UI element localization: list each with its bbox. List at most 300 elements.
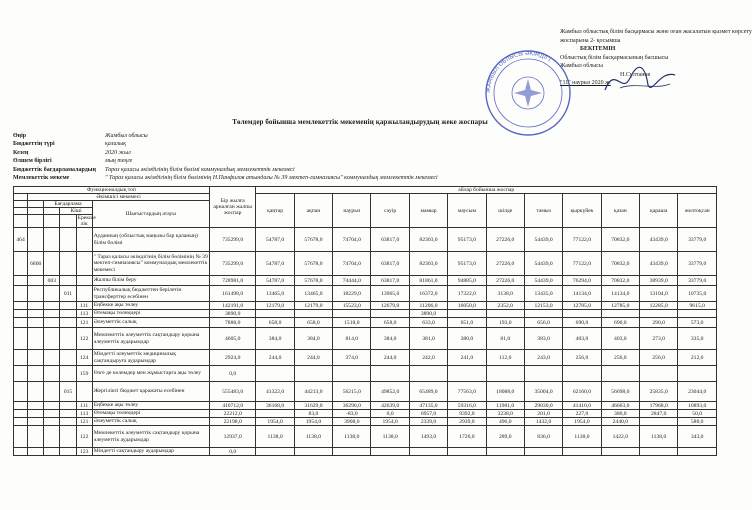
month-value-cell: 63817,0 (371, 228, 409, 252)
month-value-cell (563, 310, 601, 318)
expense-name-cell: Мемлекеттік әлеуметтік сақтандыру қорына әлеуметтік аударымдар (92, 328, 209, 350)
code-cell (44, 310, 60, 318)
param-value: қалалық (105, 141, 126, 148)
param-value: Тараз қаласы әкімдігінің білім бөлімі коммуналдық мемлекеттік мекемесі (105, 166, 295, 173)
header-month: қаңтар (256, 194, 294, 228)
header-month: маусым (448, 194, 486, 228)
month-value-cell: 1138,0 (256, 426, 294, 448)
code-cell (14, 286, 28, 302)
month-value-cell: 56698,0 (601, 382, 639, 402)
year-total-cell: 142191,0 (209, 302, 255, 310)
expense-name-cell: Ауданның (облыстық маңызы бар қаланың) білім бөлімі (92, 228, 209, 252)
expense-name-cell: Әлеуметтік салық (92, 318, 209, 328)
financing-plan-table (13, 186, 717, 456)
month-value-cell: 54787,0 (256, 276, 294, 286)
month-value-cell: 12285,0 (640, 302, 678, 310)
month-value-cell: 50,0 (678, 410, 717, 418)
month-value-cell: 212,0 (678, 350, 717, 366)
month-value-cell (524, 366, 562, 382)
header-month: желтоқсан (678, 194, 717, 228)
month-value-cell: 1138,0 (640, 426, 678, 448)
month-value-cell: 35004,0 (524, 382, 562, 402)
month-value-cell: 59316,0 (448, 402, 486, 410)
month-value-cell: 63817,0 (371, 276, 409, 286)
header-month: тамыз (524, 194, 562, 228)
code-cell (28, 426, 44, 448)
month-value-cell: 384,0 (256, 328, 294, 350)
month-value-cell: 13465,0 (256, 286, 294, 302)
month-value-cell: 43439,0 (640, 252, 678, 276)
month-value-cell: 54787,0 (256, 228, 294, 252)
month-value-cell: 6957,0 (409, 410, 447, 418)
month-value-cell: 70832,0 (601, 252, 639, 276)
month-value-cell: 201,0 (524, 410, 562, 418)
month-value-cell (524, 310, 562, 318)
code-cell (60, 402, 76, 410)
param-label: Бюджеттік бағдарламалардың (13, 166, 96, 173)
month-value-cell: 2440,0 (601, 418, 639, 426)
year-total-cell: 410712,0 (209, 402, 255, 410)
table-row (14, 410, 717, 418)
month-value-cell: 1422,0 (601, 426, 639, 448)
approval-heading: БЕКІТЕМІН (580, 46, 616, 52)
month-value-cell: 57678,0 (294, 228, 332, 252)
code-cell (14, 448, 28, 456)
month-value-cell: 12785,0 (563, 302, 601, 310)
month-value-cell: 42639,0 (371, 402, 409, 410)
month-value-cell (601, 310, 639, 318)
month-value-cell: 13465,0 (294, 286, 332, 302)
header-name: Шығыстардың атауы (92, 201, 209, 228)
month-value-cell: 2847,0 (640, 410, 678, 418)
year-total-cell: 12937,0 (209, 426, 255, 448)
code-cell: 122 (76, 426, 92, 448)
month-value-cell: 227,0 (563, 410, 601, 418)
month-value-cell (601, 366, 639, 382)
month-value-cell (333, 366, 371, 382)
approval-line-5: Жамбыл облысы (560, 63, 603, 69)
code-cell: 113 (76, 310, 92, 318)
code-cell: 113 (76, 410, 92, 418)
month-value-cell: 3138,0 (486, 286, 524, 302)
month-value-cell: 573,0 (678, 318, 717, 328)
month-value-cell: 1726,0 (448, 426, 486, 448)
month-value-cell: 41410,0 (563, 402, 601, 410)
month-value-cell: 384,0 (294, 328, 332, 350)
param-row (13, 166, 438, 174)
month-value-cell: 3890,0 (409, 310, 447, 318)
code-cell (14, 328, 28, 350)
month-value-cell: 9392,0 (448, 410, 486, 418)
code-cell (28, 310, 44, 318)
month-value-cell (640, 448, 678, 456)
header-specifics: Ерекше лік (77, 215, 96, 227)
header-month: шілде (486, 194, 524, 228)
month-value-cell: 54787,0 (256, 252, 294, 276)
month-value-cell (601, 448, 639, 456)
param-value: Жамбыл облысы (105, 133, 148, 139)
code-cell (60, 366, 76, 382)
code-cell (28, 382, 44, 402)
month-value-cell: 57678,0 (294, 252, 332, 276)
code-cell (14, 366, 28, 382)
code-cell (28, 366, 44, 382)
param-row (13, 132, 438, 140)
month-value-cell (640, 366, 678, 382)
month-value-cell: 380,0 (448, 328, 486, 350)
month-value-cell: 13965,0 (371, 286, 409, 302)
signature-icon (600, 60, 680, 100)
month-value-cell: 49852,0 (371, 382, 409, 402)
code-cell (60, 228, 76, 252)
code-cell (44, 410, 60, 418)
approval-date: "11" наурыз 2020 ж. (560, 80, 611, 86)
month-value-cell: 12679,0 (371, 302, 409, 310)
month-value-cell: 289,0 (486, 426, 524, 448)
month-value-cell: -83,0 (333, 410, 371, 418)
table-row (14, 426, 717, 448)
month-value-cell: 23044,0 (678, 382, 717, 402)
document-parameters (13, 132, 438, 182)
code-cell (14, 402, 28, 410)
month-value-cell: 2352,0 (486, 302, 524, 310)
param-value: " Тараз қаласы әкімдігінің білім бөлімінің Н.Панфилов атындағы № 39 мектеп-гимназиясы" коммуналдық мемлекеттік мекемесі (105, 175, 438, 182)
header-month: қараша (640, 194, 678, 228)
month-value-cell: 16372,0 (409, 286, 447, 302)
code-cell (44, 318, 60, 328)
month-value-cell: 17322,0 (448, 286, 486, 302)
month-value-cell: 2339,0 (409, 418, 447, 426)
stamp-text: ЖАМБЫЛ ОБЛЫСЫ ӘКІМДІГІ (485, 50, 552, 94)
month-value-cell: 836,0 (524, 426, 562, 448)
code-cell (60, 426, 76, 448)
code-cell (44, 328, 60, 350)
month-value-cell: 41322,0 (256, 382, 294, 402)
month-value-cell: 47135,0 (409, 402, 447, 410)
expense-name-cell: Еңбекке ақы төлеу (92, 302, 209, 310)
code-cell (28, 318, 44, 328)
month-value-cell (563, 448, 601, 456)
year-total-cell: 3890,0 (209, 310, 255, 318)
month-value-cell: 95173,0 (448, 252, 486, 276)
month-value-cell: 1954,0 (371, 418, 409, 426)
year-total-cell: 22198,0 (209, 418, 255, 426)
month-value-cell: 374,0 (333, 350, 371, 366)
month-value-cell: 74444,0 (333, 276, 371, 286)
month-value-cell: 76294,0 (563, 276, 601, 286)
code-cell (14, 252, 28, 276)
month-value-cell (486, 310, 524, 318)
year-total-cell: 735299,0 (209, 252, 255, 276)
month-value-cell (294, 366, 332, 382)
expense-name-cell: Республикалық бюджеттен берілетін трансферттер есебінен (92, 286, 209, 302)
table-row (14, 318, 717, 328)
month-value-cell: 1138,0 (333, 426, 371, 448)
month-value-cell: 33779,0 (678, 252, 717, 276)
param-label: Кезең (13, 149, 29, 156)
year-total-cell: 2924,0 (209, 350, 255, 366)
month-value-cell (448, 310, 486, 318)
table-row (14, 286, 717, 302)
code-cell (76, 228, 92, 252)
header-program: Бағдарлама (44, 201, 92, 208)
param-label: Өлшем бірлігі (13, 158, 52, 165)
month-value-cell: 38939,0 (640, 276, 678, 286)
header-subprogram: Кіші (60, 208, 92, 215)
month-value-cell: 11981,0 (486, 402, 524, 410)
param-row (13, 174, 438, 182)
month-value-cell: 13104,0 (640, 286, 678, 302)
month-value-cell: 36168,0 (256, 402, 294, 410)
month-value-cell (294, 310, 332, 318)
expense-name-cell: Жалпы білім беру (92, 276, 209, 286)
table-row (14, 366, 717, 382)
month-value-cell: 10893,0 (678, 402, 717, 410)
month-value-cell: 81861,0 (409, 276, 447, 286)
table-row (14, 448, 717, 456)
code-cell (76, 252, 92, 276)
code-cell (28, 410, 44, 418)
month-value-cell: 70832,0 (601, 228, 639, 252)
month-value-cell: 43439,0 (640, 228, 678, 252)
month-value-cell: 1138,0 (294, 426, 332, 448)
month-value-cell: 1138,0 (563, 426, 601, 448)
month-value-cell: 56215,0 (333, 382, 371, 402)
code-cell (60, 350, 76, 366)
month-value-cell: 25835,0 (640, 382, 678, 402)
month-value-cell: 256,0 (640, 350, 678, 366)
code-cell (14, 382, 28, 402)
code-cell (28, 228, 44, 252)
code-cell (44, 350, 60, 366)
month-value-cell: 690,0 (601, 318, 639, 328)
month-value-cell: 242,0 (409, 350, 447, 366)
month-value-cell: 3238,0 (486, 410, 524, 418)
code-cell (14, 318, 28, 328)
month-value-cell: 12179,0 (294, 302, 332, 310)
month-value-cell: 65489,0 (409, 382, 447, 402)
code-cell (28, 302, 44, 310)
month-value-cell: 380,0 (601, 410, 639, 418)
expense-name-cell: Міндетті сақтандыру аударымдар (92, 448, 209, 456)
code-cell (28, 328, 44, 350)
code-cell: 003 (44, 276, 60, 286)
code-cell (60, 252, 76, 276)
month-value-cell: 9615,0 (678, 302, 717, 310)
month-value-cell: 14134,0 (563, 286, 601, 302)
month-value-cell: 62160,0 (563, 382, 601, 402)
month-value-cell (371, 448, 409, 456)
code-cell (14, 350, 28, 366)
year-total-cell: 161498,0 (209, 286, 255, 302)
code-cell: 122 (76, 328, 92, 350)
code-cell (28, 448, 44, 456)
month-value-cell: 54439,0 (524, 228, 562, 252)
year-total-cell: 728981,0 (209, 276, 255, 286)
month-value-cell: 256,0 (563, 350, 601, 366)
month-value-cell: 82303,0 (409, 228, 447, 252)
year-total-cell: 22212,0 (209, 410, 255, 418)
month-value-cell (294, 448, 332, 456)
month-value-cell: 656,0 (524, 318, 562, 328)
code-cell: 111 (76, 402, 92, 410)
table-row (14, 402, 717, 410)
code-cell (14, 302, 28, 310)
code-cell (44, 448, 60, 456)
year-total-cell: 0,0 (209, 448, 255, 456)
month-value-cell: 403,0 (563, 328, 601, 350)
month-value-cell (640, 418, 678, 426)
month-value-cell: 12179,0 (256, 302, 294, 310)
code-cell (28, 350, 44, 366)
code-cell (60, 310, 76, 318)
month-value-cell: 2939,0 (448, 418, 486, 426)
approval-line-1: Жамбыл облыстық білім басқармасы және оған жасалатын қызмет көрсету (560, 29, 752, 35)
code-cell (28, 286, 44, 302)
month-value-cell: 14134,0 (601, 286, 639, 302)
code-cell (44, 382, 60, 402)
month-value-cell: 290,0 (640, 318, 678, 328)
month-value-cell: 112,0 (486, 350, 524, 366)
month-value-cell: 403,0 (601, 328, 639, 350)
month-value-cell: 18088,0 (486, 382, 524, 402)
month-value-cell: 94885,0 (448, 276, 486, 286)
month-value-cell: 11206,0 (409, 302, 447, 310)
code-cell (28, 276, 44, 286)
month-value-cell: 244,0 (256, 350, 294, 366)
code-cell (44, 418, 60, 426)
month-value-cell (333, 310, 371, 318)
month-value-cell (371, 366, 409, 382)
month-value-cell (678, 310, 717, 318)
month-value-cell: 1954,0 (563, 418, 601, 426)
month-value-cell (448, 366, 486, 382)
month-value-cell (371, 310, 409, 318)
param-label: Өңір (13, 133, 27, 139)
month-value-cell: 77122,0 (563, 228, 601, 252)
code-cell (14, 426, 28, 448)
expense-name-cell: Мемлекеттік әлеуметтік сақтандыру қорына әлеуметтік аударымдар (92, 426, 209, 448)
code-cell (60, 276, 76, 286)
month-value-cell: 33779,0 (678, 228, 717, 252)
month-value-cell: 241,0 (448, 350, 486, 366)
month-value-cell: 82303,0 (409, 252, 447, 276)
code-cell (60, 302, 76, 310)
code-cell: 6800 (28, 252, 44, 276)
code-cell (60, 410, 76, 418)
month-value-cell: 74704,0 (333, 228, 371, 252)
header-month: ақпан (294, 194, 332, 228)
month-value-cell: 1954,0 (256, 418, 294, 426)
param-label: Мемлекеттік мекеме (13, 175, 70, 182)
month-value-cell (678, 448, 717, 456)
header-month: қазан (601, 194, 639, 228)
header-month: қыркүйек (563, 194, 601, 228)
month-value-cell: 1518,0 (333, 318, 371, 328)
month-value-cell (524, 448, 562, 456)
month-value-cell: 384,0 (371, 328, 409, 350)
expense-name-cell: Әлеуметтік салық (92, 418, 209, 426)
table-row (14, 310, 717, 318)
month-value-cell: 70832,0 (601, 276, 639, 286)
code-cell (44, 302, 60, 310)
month-value-cell (256, 448, 294, 456)
table-row (14, 350, 717, 366)
code-cell (76, 286, 92, 302)
month-value-cell: 256,0 (601, 350, 639, 366)
month-value-cell: 83,0 (294, 410, 332, 418)
month-value-cell: 54439,0 (524, 252, 562, 276)
table-row (14, 252, 717, 276)
month-value-cell: 74704,0 (333, 252, 371, 276)
year-total-cell: 4605,0 (209, 328, 255, 350)
code-cell (44, 402, 60, 410)
approval-signatory: Н.Сұлтанов (620, 71, 651, 78)
header-month: мамыр (409, 194, 447, 228)
month-value-cell (486, 366, 524, 382)
approval-line-2: жоспарына 2- қосымша (560, 37, 621, 44)
expense-name-cell: Өзге де көлемдер мен жұмыстарға ақы төлеу (92, 366, 209, 382)
header-year-total: Бір жылға арналған жалпы жоспар (209, 187, 255, 228)
month-value-cell: 12153,0 (524, 302, 562, 310)
table-row (14, 328, 717, 350)
month-value-cell (448, 448, 486, 456)
month-value-cell: 63817,0 (371, 252, 409, 276)
month-value-cell (409, 448, 447, 456)
code-cell (28, 402, 44, 410)
month-value-cell: 244,0 (294, 350, 332, 366)
month-value-cell: 27226,0 (486, 228, 524, 252)
expense-name-cell: Міндетті әлеуметтік медициналық сақтандыруға аударымдар (92, 350, 209, 366)
code-cell: 121 (76, 418, 92, 426)
param-row (13, 149, 438, 157)
month-value-cell (678, 366, 717, 382)
month-value-cell: 383,0 (524, 328, 562, 350)
month-value-cell: 13435,0 (524, 286, 562, 302)
expense-name-cell: Өтемақы төлемдері (92, 410, 209, 418)
code-cell (44, 426, 60, 448)
svg-text:ЖАМБЫЛ ОБЛЫСЫ ӘКІМДІГІ (486, 51, 552, 93)
month-value-cell: 3908,0 (333, 418, 371, 426)
header-func-group: Функционалдық топ (14, 187, 210, 194)
month-value-cell: 588,0 (678, 418, 717, 426)
code-cell: 464 (14, 228, 28, 252)
month-value-cell: 651,0 (448, 318, 486, 328)
year-total-cell: 7888,0 (209, 318, 255, 328)
month-value-cell: 33779,0 (678, 276, 717, 286)
month-value-cell (563, 366, 601, 382)
month-value-cell: 44213,0 (294, 382, 332, 402)
month-value-cell: 10735,0 (678, 286, 717, 302)
code-cell: 011 (60, 286, 76, 302)
month-value-cell: 46663,0 (601, 402, 639, 410)
code-cell (14, 418, 28, 426)
expense-name-cell: Жергілікті бюджет қаражаты есебінен (92, 382, 209, 402)
code-cell (76, 276, 92, 286)
param-row (13, 157, 438, 165)
approval-line-4: Облыстық білім басқармасының басшысы (560, 54, 669, 61)
month-value-cell (640, 310, 678, 318)
month-value-cell: 1138,0 (371, 426, 409, 448)
month-value-cell: 273,0 (640, 328, 678, 350)
month-value-cell: 658,0 (256, 318, 294, 328)
month-value-cell: 658,0 (371, 318, 409, 328)
code-cell (44, 286, 60, 302)
month-value-cell: 95173,0 (448, 228, 486, 252)
month-value-cell: 29030,0 (524, 402, 562, 410)
month-value-cell: 77122,0 (563, 252, 601, 276)
table-row (14, 382, 717, 402)
